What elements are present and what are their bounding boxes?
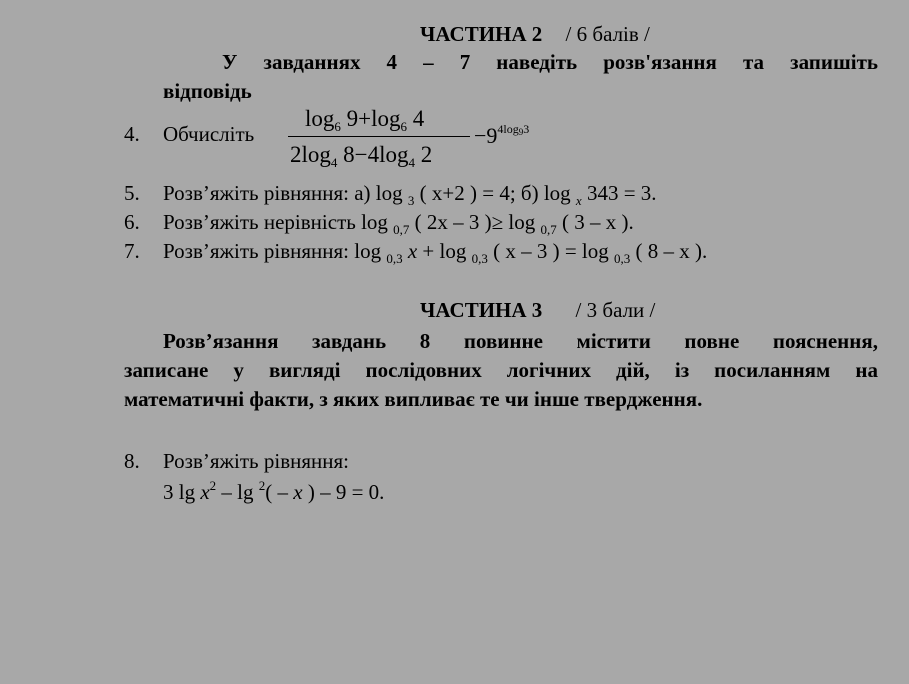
part3-heading	[420, 298, 655, 323]
task4-fraction-bar	[288, 136, 470, 137]
task7-number: 7.	[124, 239, 140, 263]
task5-number: 5.	[124, 181, 140, 205]
task7-text: Розв’яжіть рівняння: log $_{0,3}$ x + log $_{0,3}$ ( x – 3 ) = log $_{0,3}$ ( 8 – x ).	[163, 239, 708, 266]
part3-title: ЧАСТИНА 3	[420, 298, 543, 322]
task4-label: Обчисліть	[163, 122, 255, 146]
part3-para-line1: Розв’язання завдань 8 повинне містити повне пояснення,	[163, 329, 878, 353]
task4-tail: $-9^{4log93}$	[474, 122, 530, 148]
task8-number: 8.	[124, 449, 140, 473]
task6-text: Розв’яжіть нерівність log $_{0,7}$ ( 2х – 3 )≥ log $_{0,7}$ ( 3 – х ).	[163, 210, 634, 237]
task8-equation: 3 $\lg x^2$ – lg $^2$( – x ) – 9 = 0.	[163, 478, 385, 504]
task4-denominator: $2\log_4$ $8-4\log_4$ 2	[290, 142, 433, 170]
task4-number: 4.	[124, 122, 140, 146]
part2-instruction-line2: відповідь	[163, 79, 252, 103]
task5-text: Розв’яжіть рівняння: а) log $_3$ ( x+2 ) = 4; б) log $_x$ 343 = 3.	[163, 181, 657, 208]
part3-para-line3: математичні факти, з яких випливає те чи інше твердження.	[124, 387, 703, 411]
task8-text: Розв’яжіть рівняння:	[163, 449, 349, 473]
task6-number: 6.	[124, 210, 140, 234]
part2-instruction-line1: У завданнях 4 – 7 наведіть розв'язання та запишіть	[222, 50, 878, 74]
task4-numerator: $\log_6 9+\log_6$ 4	[305, 106, 425, 134]
part2-points: / 6 балів /	[565, 22, 650, 46]
part2-title: ЧАСТИНА 2	[420, 22, 543, 46]
part2-heading	[420, 22, 650, 47]
part3-para-line2: записане у вигляді послідовних логічних дій, із посиланням на	[124, 358, 878, 382]
part3-points: / 3 бали /	[575, 298, 656, 322]
